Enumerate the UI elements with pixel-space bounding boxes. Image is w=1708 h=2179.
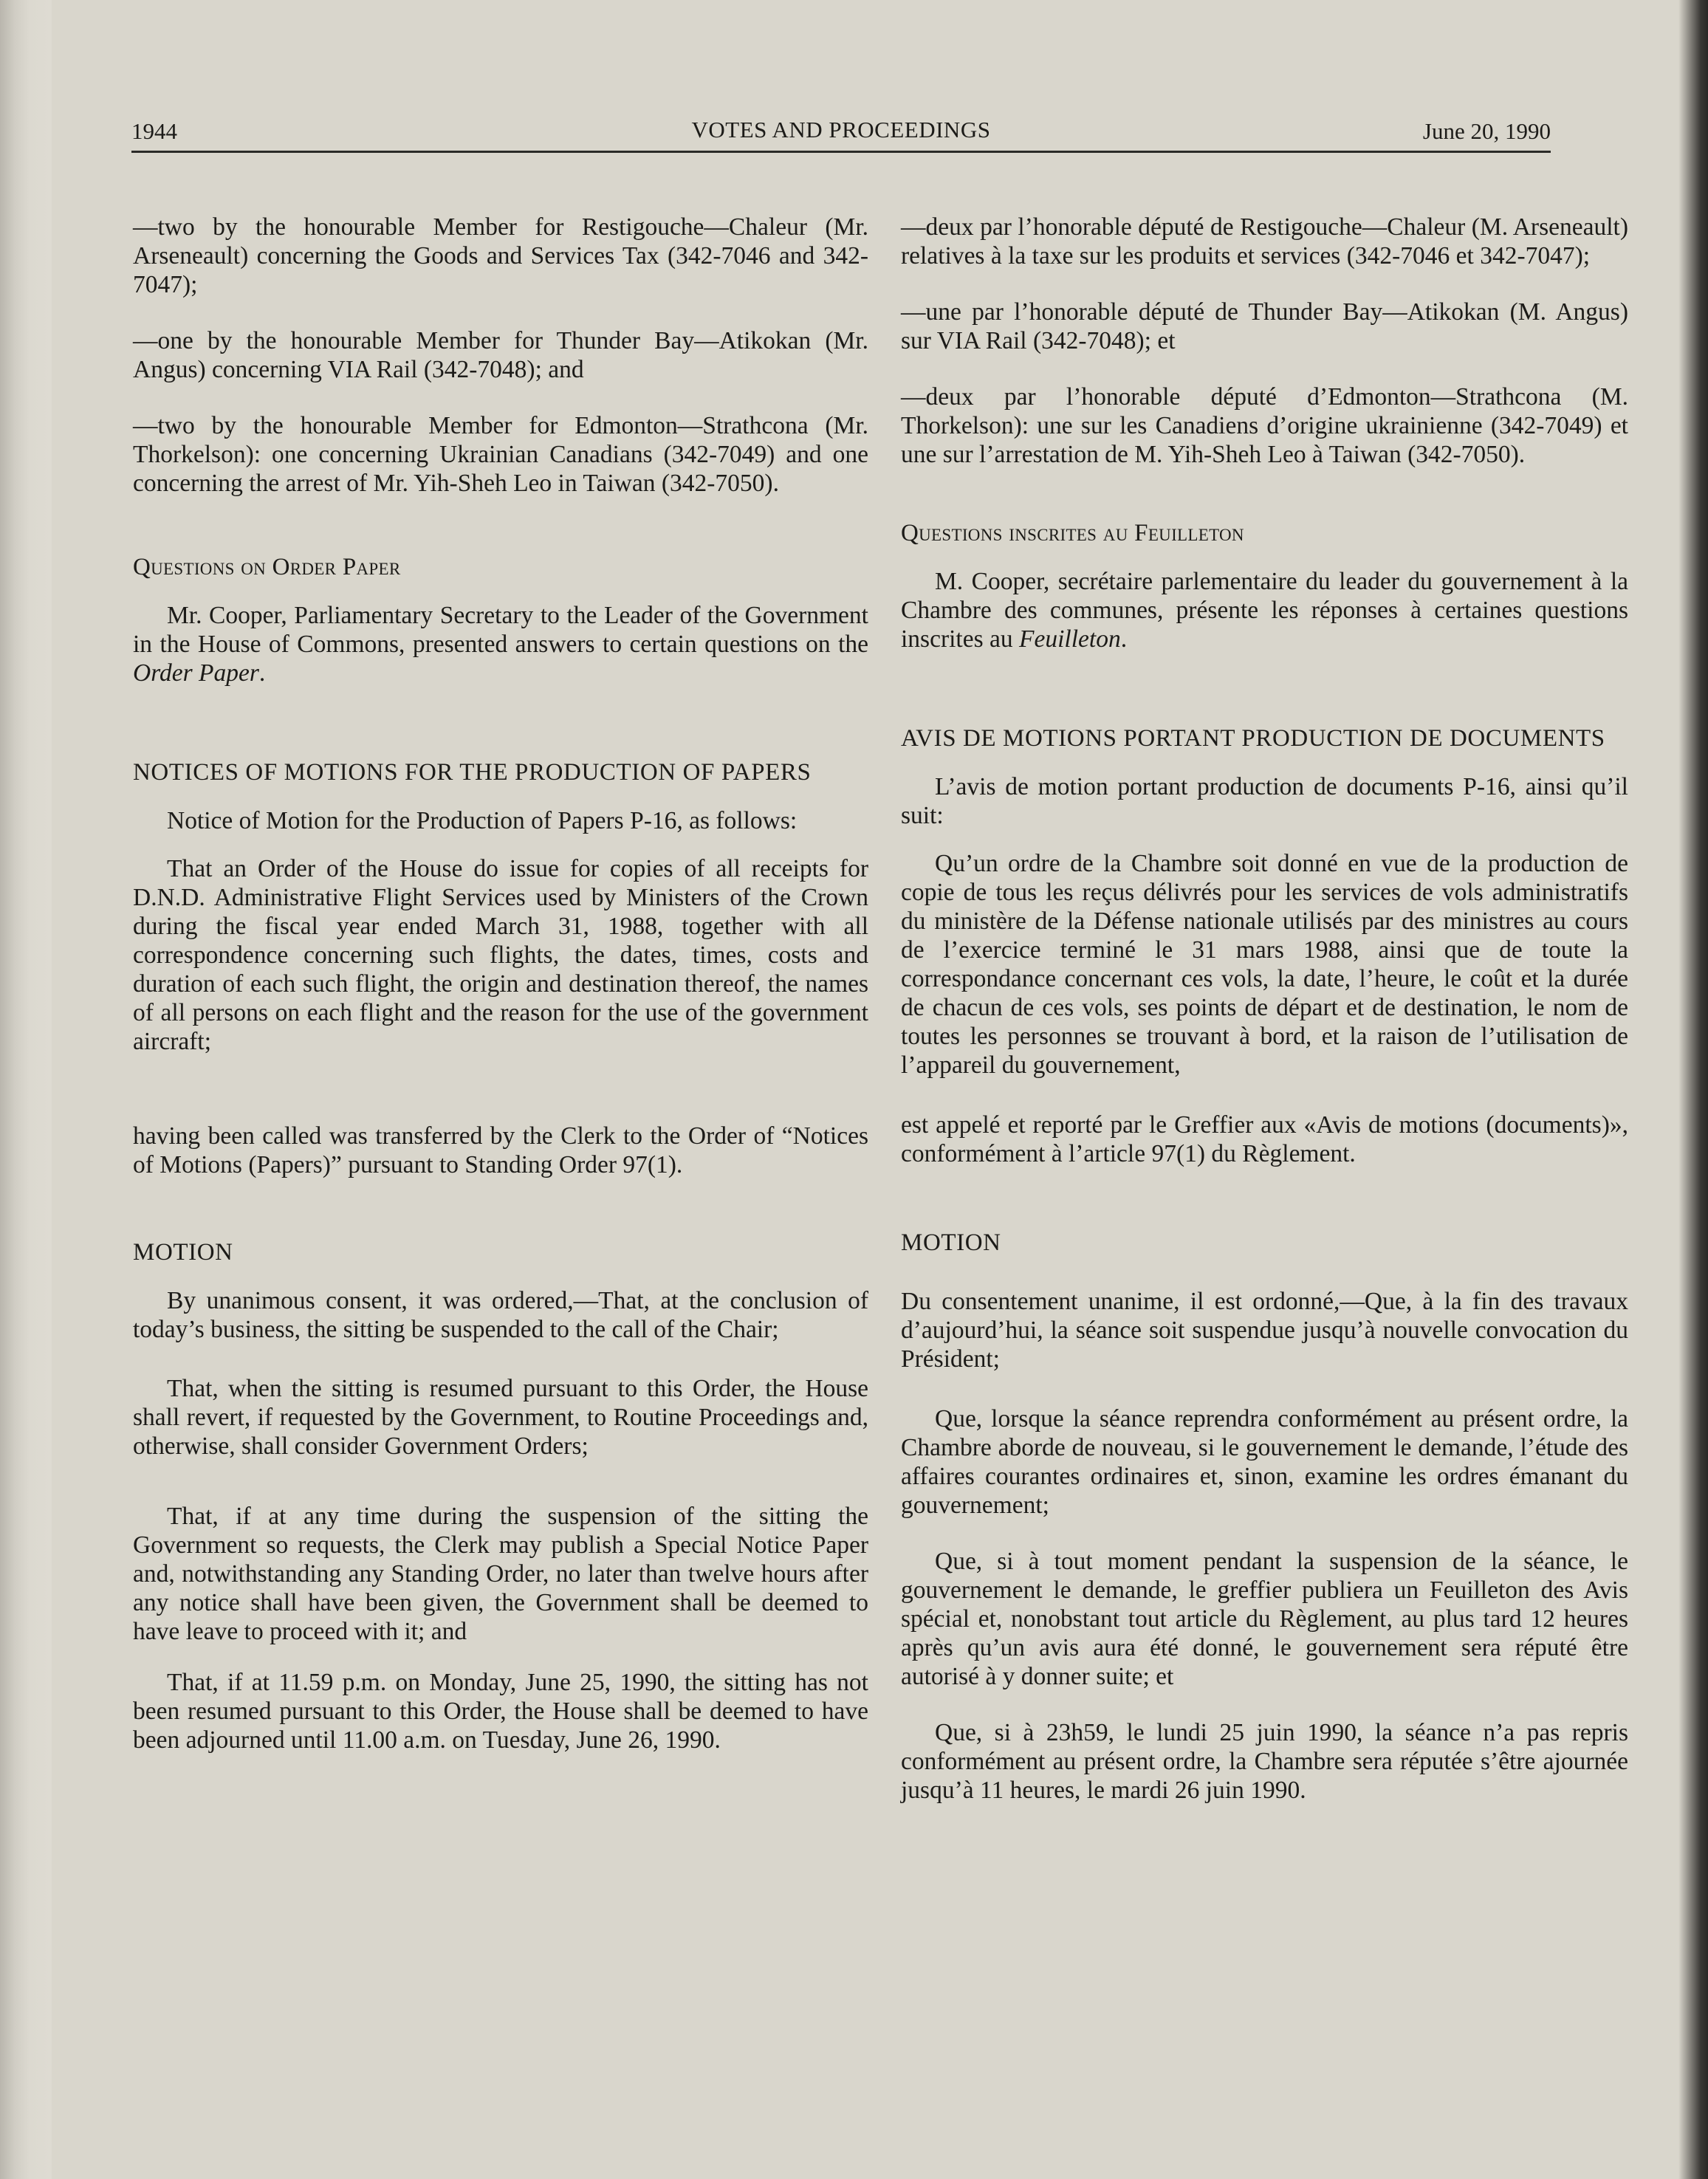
motion-paragraph: Que, si à tout moment pendant la suspension de la séance, le gouvernement le demande, le greffier publiera un Feuilleton des Avis spécial et, nonobstant tout article du Règlement, au plus tard 12 heures après qu’un avis aura été donné, le gouvernement sera réputé être autorisé à y donner suite; et (901, 1548, 1628, 1690)
petition-item: —one by the honourable Member for Thunder Bay—Atikokan (Mr. Angus) concerning VIA Rail (342-7048); and (133, 327, 868, 383)
section-heading-motion: MOTION (901, 1229, 1001, 1256)
motion-paragraph: Que, lorsque la séance reprendra conformément au présent ordre, la Chambre aborde de nouveau, si le gouvernement le demande, l’étude des affaires courantes ordinaires et, sinon, examine les ordres émanant du gouvernement; (901, 1405, 1628, 1519)
notices-intro: L’avis de motion portant production de documents P-16, ainsi qu’il suit: (901, 773, 1628, 829)
motion-paragraph: Que, si à 23h59, le lundi 25 juin 1990, la séance n’a pas repris conformément au présent ordre, la Chambre sera réputée s’être ajournée jusqu’à 11 heures, le mardi 26 juin 1990. (901, 1719, 1628, 1804)
questions-italic-text: Order Paper (133, 659, 259, 687)
questions-text: Mr. Cooper, Parliamentary Secretary to the Leader of the Government in the House of Commons, presented answers to certain questions on the (133, 602, 868, 658)
notices-motion-text: Qu’un ordre de la Chambre soit donné en vue de la production de copie de tous les reçus délivrés pour les services de vols administratifs du ministère de la Défense nationale utilisés par des ministres au cours de l’exercice terminé le 31 mars 1988, ainsi que de toute la correspondance concernant ces vols, la date, l’heure, le coût et la durée de chacun de ces vols, ses points de départ et de destination, le nom de toutes les personnes se trouvant à bord, et la raison de l’utilisation de l’appareil du gouvernement, (901, 850, 1628, 1079)
questions-italic-text: Feuilleton (1019, 625, 1121, 653)
petition-item: —two by the honourable Member for Restigouche—Chaleur (Mr. Arseneault) concerning the Goods and Services Tax (342-7046 and 342-7047); (133, 213, 868, 298)
motion-paragraph: By unanimous consent, it was ordered,—That, at the conclusion of today’s business, the sitting be suspended to the call of the Chair; (133, 1287, 868, 1343)
notices-intro: Notice of Motion for the Production of Papers P-16, as follows: (167, 807, 798, 834)
running-title: VOTES AND PROCEEDINGS (691, 117, 991, 143)
page-binding-edge (0, 0, 52, 2179)
questions-paragraph (133, 601, 868, 687)
petition-item: —deux par l’honorable député de Restigouche—Chaleur (M. Arseneault) relatives à la taxe sur les produits et services (342-7046 et 342-7047); (901, 213, 1628, 270)
notices-transfer-text: est appelé et reporté par le Greffier aux «Avis de motions (documents)», conformément à l’article 97(1) du Règlement. (901, 1111, 1628, 1167)
motion-paragraph: That, when the sitting is resumed pursuant to this Order, the House shall revert, if requested by the Government, to Routine Proceedings and, otherwise, shall consider Government Orders; (133, 1375, 868, 1460)
page-right-shadow (1678, 0, 1708, 2179)
questions-text-end: . (1120, 625, 1128, 653)
petition-item: —deux par l’honorable député d’Edmonton—Strathcona (M. Thorkelson): une sur les Canadiens d’origine ukrainienne (342-7049) et une sur l’arrestation de M. Yih-Sheh Leo à Taiwan (342-7050). (901, 383, 1628, 468)
motion-paragraph: That, if at any time during the suspension of the sitting the Government so requests, the Clerk may publish a Special Notice Paper and, notwithstanding any Standing Order, no later than twelve hours after any notice shall have been given, the Government shall be deemed to have leave to proceed with it; and (133, 1503, 868, 1645)
section-heading-questions: Questions on Order Paper (133, 554, 401, 580)
english-column (133, 213, 868, 1754)
questions-text-end: . (258, 659, 266, 687)
page-number: 1944 (131, 118, 177, 144)
questions-paragraph (901, 567, 1628, 653)
motion-paragraph: Du consentement unanime, il est ordonné,—Que, à la fin des travaux d’aujourd’hui, la séance soit suspendue jusqu’à nouvelle convocation du Président; (901, 1288, 1628, 1373)
notices-motion-text: That an Order of the House do issue for copies of all receipts for D.N.D. Administrative Flight Services used by Ministers of the Crown during the fiscal year ended March 31, 1988, together with all correspondence concerning such flights, the dates, times, costs and duration of each such flight, the origin and destination thereof, the names of all persons on each flight and the reason for the use of the government aircraft; (133, 855, 868, 1055)
section-heading-notices: AVIS DE MOTIONS PORTANT PRODUCTION DE DOCUMENTS (901, 725, 1605, 752)
page-date: June 20, 1990 (1422, 118, 1551, 144)
motion-paragraph: That, if at 11.59 p.m. on Monday, June 25, 1990, the sitting has not been resumed pursuant to this Order, the House shall be deemed to have been adjourned until 11.00 a.m. on Tuesday, June 26, 1990. (133, 1669, 868, 1754)
petition-item: —two by the honourable Member for Edmonton—Strathcona (Mr. Thorkelson): one concerning Ukrainian Canadians (342-7049) and one concerning the arrest of Mr. Yih-Sheh Leo in Taiwan (342-7050). (133, 412, 868, 497)
section-heading-questions: Questions inscrites au Feuilleton (901, 520, 1244, 546)
petition-item: —une par l’honorable député de Thunder Bay—Atikokan (M. Angus) sur VIA Rail (342-7048); et (901, 298, 1628, 354)
french-column (901, 213, 1628, 1805)
questions-text: M. Cooper, secrétaire parlementaire du leader du gouvernement à la Chambre des communes, présente les réponses à certaines questions inscrites au (901, 568, 1628, 653)
section-heading-notices: NOTICES OF MOTIONS FOR THE PRODUCTION OF PAPERS (133, 759, 812, 786)
page-header (131, 117, 1551, 153)
section-heading-motion: MOTION (133, 1239, 233, 1266)
notices-transfer-text: having been called was transferred by the Clerk to the Order of “Notices of Motions (Papers)” pursuant to Standing Order 97(1). (133, 1122, 868, 1178)
